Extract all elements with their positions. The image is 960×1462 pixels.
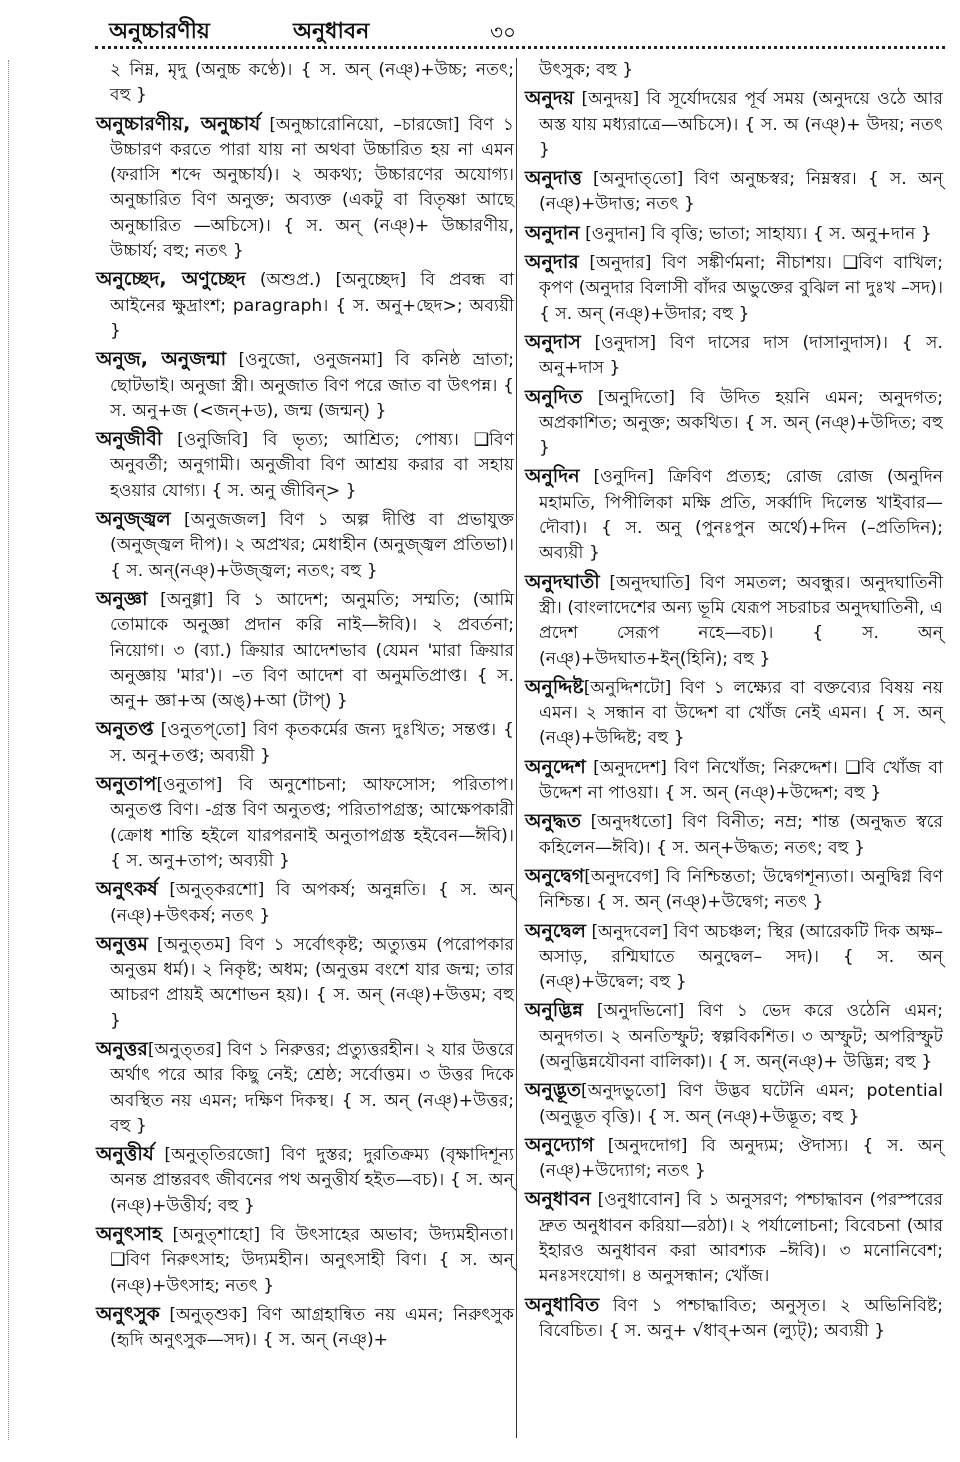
dictionary-entry	[525, 221, 943, 247]
header-rule	[95, 46, 945, 49]
entry-definition: বিণ ১ পশ্চাদ্ধাবিত; অনুসৃত। ২ অভিনিবিষ্ট; বিবেচিত। { স. অনু+ √ধাব্+অন (ল্যুট্); অব্যয়ী }	[539, 1295, 943, 1341]
entry-definition: [ওনুধাবোন] বি ১ অনুসরণ; পশ্চাদ্ধাবন (পরস্পরের দ্রুত অনুধাবন করিয়া—রঠা)। ২ পর্যালোচনা; বিবেচনা (আর ইহারও অনুধাবন করা আবশ্যক –ঈবি)। ৩ মনোনিবেশ; মনঃসংযোগ। ৪ অনুসন্ধান; খোঁজ।	[539, 1190, 943, 1287]
dictionary-entry	[96, 1142, 514, 1219]
dictionary-entry	[96, 587, 514, 714]
entry-headword: অনুচ্ছেদ, অণুচ্ছেদ	[96, 268, 246, 291]
dictionary-entry	[525, 1078, 943, 1130]
entry-headword: অনুদ্বেগ	[525, 864, 585, 887]
entry-headword: অনুতপ্ত	[96, 718, 154, 741]
entry-definition: [অনুদদেশ] বিণ নিখোঁজ; নিরুদ্দেশ। ❑বি খোঁজ বা উদ্দেশ না পাওয়া। { স. অন্ (নঞ্)+উদ্দেশ; বহু }	[539, 757, 943, 804]
entry-headword: অনুদিন	[525, 465, 580, 488]
entry-definition: [অনুদভুতো] বিণ উদ্ভব ঘটেনি এমন; potential (অনুদ্ভূত বৃত্তি)। { স. অন্ (নঞ্)+উদ্ভূত; বহু }	[539, 1081, 943, 1127]
entry-headword: অনুদ্দেশ	[525, 755, 586, 778]
dictionary-entry	[96, 932, 514, 1034]
entry-definition: [অনুদার] বিণ সঙ্কীর্ণমনা; নীচাশয়। ❑বিণ বাখিল; কৃপণ (অনুদার বিলাসী বাঁদর অভুক্তের বুঝিল না দুঃখ –সদ)। { স. অন্ (নঞ্)+উদার; বহু }	[539, 253, 943, 324]
entry-headword: অনুদঘাতী	[525, 570, 600, 593]
entry-headword: অনুৎসুক	[96, 1302, 160, 1325]
entry-definition: [ওনুতাপ] বি অনুশোচনা; আফসোস; পরিতাপ। অনুতপ্ত বিণ। -গ্রস্ত বিণ অনুতপ্ত; পরিতাপগ্রস্ত; আক্ষেপকারী (ক্রোধ শান্তি হইলে যারপরনাই অনুতাপগ্রস্ত হইবেন—ঈবি)। { স. অনু+তাপ; অব্যয়ী }	[110, 775, 514, 871]
dictionary-entry	[96, 347, 514, 424]
entry-definition: (অশুপ্র.) [অনুচ্ছেদ] বি প্রবন্ধ বা আইনের ক্ষুদ্রাংশ; paragraph। { স. অনু+ছেদ>; অব্যয়ী }	[110, 270, 515, 341]
dictionary-entry	[96, 1037, 514, 1139]
entry-headword: অনুজীবী	[96, 428, 163, 451]
dictionary-entry	[96, 427, 514, 504]
entry-headword: অনুৎকর্ষ	[96, 878, 158, 901]
entry-definition: ২ নিম্ন, মৃদু (অনুচ্চ কণ্ঠে)। { স. অন্ (নঞ্)+উচ্চ; নতৎ; বহু }	[110, 60, 514, 106]
dictionary-entry	[525, 1133, 943, 1185]
entry-definition: [অনুত্‌শুক] বিণ আগ্রহান্বিত নয় এমন; নিরুৎসুক (হৃদি অনুৎসুক—সদ)। { স. অন্ (নঞ্)+	[110, 1304, 514, 1351]
entry-definition: [ওনুজিবি] বি ভৃত্য; আশ্রিত; পোষ্য। ❑বিণ অনুবর্তী; অনুগামী। অনুজীবা বিণ আশ্রয় করার বা সহায় হওয়ার যোগ্য। { স. অনু জীবিন্> }	[110, 430, 514, 501]
dictionary-entry	[525, 330, 943, 382]
entry-definition: [অনুদ্দিশটো] বিণ ১ লক্ষ্যের বা বক্তব্যের বিষয় নয় এমন। ২ সন্ধান বা উদ্দেশ বা খোঁজ নেই এমন। { স. অন্ (নঞ্)+উদ্দিষ্ট; বহু }	[539, 677, 943, 749]
entry-definition: [অনুত্‌তিরজো] বিণ দুস্তর; দুরতিক্রম্য (বৃক্ষাদিশূন্য অনন্ত প্রান্তরবৎ জীবনের পথ অনুত্তীর্য হইত—বচ)। { স. অন্ (নঞ্)+উত্তীর্য; বহু }	[110, 1145, 514, 1216]
entry-definition: [অনুদবেল] বিণ অচঞ্চল; স্থির (আরেকটি দিক অক্ষ–অসাড়, রশ্মিঘাতে অনুদ্বেল– সদ)। { স. অন্ (নঞ্)+উদ্বেল; বহু }	[539, 921, 943, 993]
entry-headword: অনুৎসাহ	[96, 1223, 162, 1246]
dictionary-entry	[96, 112, 514, 265]
entry-definition: [অনুগ্গা] বি ১ আদেশ; অনুমতি; সম্মতি; (আমি তোমাকে অনুজ্ঞা প্রদান করি নাই—ঈবি)। ২ প্রবর্তনা; নিয়োগ। ৩ (ব্যা.) ক্রিয়ার আদেশভাব (যেমন 'মারা ক্রিয়ার অনুজ্ঞায় 'মার')। –ত বিণ আদেশ বা অনুমতিপ্রাপ্ত। { স. অনু+ জ্ঞা+অ (অঙ্)+আ (টাপ্) }	[110, 589, 514, 712]
entry-definition: [অনুদঘাতি] বিণ সমতল; অবন্ধুর। অনুদঘাতিনী স্ত্রী। (বাংলাদেশের অন্য ভূমি যেরূপ সচরাচর অনুদঘাতিনী, এ প্রদেশ সেরূপ নহে—বচ)। { স. অন্ (নঞ্)+উদঘাত+ইন্(হিনি); বহু }	[539, 572, 943, 669]
dictionary-entry	[96, 877, 514, 929]
entry-headword: অনুদ্ধত	[525, 810, 581, 833]
dictionary-entry	[96, 507, 514, 584]
page-header	[95, 14, 945, 46]
entry-definition: [অনুদধতো] বিণ বিনীত; নম্র; শান্ত (অনুদ্ধত স্বরে কহিলেন—ঈবি)। { স. অন্+উদ্ধত; নতৎ; বহু }	[539, 812, 943, 858]
dictionary-entry	[96, 772, 514, 874]
entry-definition: [অনুদয়] বি সূর্যোদয়ের পূর্ব সময় (অনুদয়ে ওঠে আর অস্ত যায় মধ্যরাত্রে—অচিসে)। { স. অ (নঞ্)+ উদয়; নতৎ }	[539, 89, 943, 160]
entry-headword: অনুদাস	[525, 330, 581, 353]
entry-headword: অনুদান	[525, 221, 580, 244]
dictionary-entry	[96, 1222, 514, 1299]
dictionary-entry	[96, 267, 514, 344]
dictionary-entry	[525, 998, 943, 1075]
entry-headword: অনুচ্চারণীয়, অনুচ্চার্য	[96, 112, 261, 135]
dictionary-entry	[525, 250, 943, 327]
right-column	[525, 58, 943, 1347]
entry-headword: অনুত্তম	[96, 932, 148, 955]
entry-definition: [ওনুজো, ওনুজনমা] বি কনিষ্ঠ ভ্রাতা; ছোটভাই। অনুজা স্ত্রী। অনুজাত বিণ পরে জাত বা উৎপন্ন। { স. অনু+জ (<জন্+ড), জন্ম (জন্মন্) }	[110, 350, 515, 421]
page-number: ৩০	[490, 20, 517, 44]
entry-definition: [অনুচ্চারোনিয়ো, –চারজো] বিণ ১ উচ্চারণ করতে পারা যায় না অথবা উচ্চারিত হয় না এমন (ফরাসি শব্দে অনুচ্চার্য)। ২ অকথ্য; উচ্চারণের অযোগ্য। অনুচ্চারিত বিণ অনুক্ত; অব্যক্ত (একটু বা বিতৃষ্ণা আছে অনুচ্চারিত —অচিসে)। { স. অন্ (নঞ্)+ উচ্চারণীয়, উচ্চার্য; বহু; নতৎ }	[110, 114, 514, 262]
entry-definition: [অনুদাত্‌তো] বিণ অনুচ্চস্বর; নিম্নস্বর। { স. অন্ (নঞ্)+উদাত্ত; নতৎ }	[539, 169, 943, 215]
dictionary-entry	[525, 919, 943, 996]
entry-headword: অনুজ্ঞা	[96, 587, 148, 610]
dictionary-entry	[525, 1293, 943, 1345]
entry-definition: [ওনুদান] বি বৃত্তি; ভাতা; সাহায্য। { স. অনু+দান }	[579, 223, 932, 244]
entry-headword: অনুদ্যোগ	[525, 1133, 594, 1156]
left-guide-word: অনুচ্চারণীয়	[109, 19, 210, 44]
dictionary-entry	[525, 570, 943, 672]
entry-definition: [অনুদিতো] বি উদিত হয়নি এমন; অনুদগত; অপ্রকাশিত; অনুক্ত; অকথিত। { স. অন্ (নঞ্)+উদিত; বহু }	[539, 387, 943, 459]
entry-definition: [অনুত্‌তর] বিণ ১ নিরুত্তর; প্রত্যুত্তরহীন। ২ যার উত্তরে অর্থাৎ পরে আর কিছু নেই; শ্রেষ্ঠ; সর্বোত্তম। ৩ উত্তর দিকে অবস্থিত নয় এমন; দক্ষিণ দিকস্থ। { স. অন্ (নঞ্)+উত্তর; বহু }	[110, 1039, 514, 1136]
entry-definition: [অনুজজল] বিণ ১ অল্প দীপ্তি বা প্রভাযুক্ত (অনুজ্জ্বল দীপ)। ২ অপ্রখর; মেধাহীন (অনুজ্জ্বল প্রতিভা)। { স. অন্(নঞ্)+উজ্জ্বল; নতৎ; বহু }	[110, 510, 514, 581]
entry-definition: [অনুদদোগ] বি অনুদ্যম; ঔদাস্য। { স. অন্ (নঞ্)+উদ্যোগ; নতৎ }	[539, 1135, 943, 1182]
dictionary-entry	[525, 166, 943, 218]
dictionary-entry	[525, 809, 943, 861]
entry-definition: উৎসুক; বহু }	[539, 60, 634, 80]
entry-headword: অনুদ্বেল	[525, 919, 586, 942]
dictionary-entry	[525, 1187, 943, 1289]
entry-headword: অনুত্তীর্য	[96, 1143, 154, 1166]
entry-definition: [ওনুদাস] বিণ দাসের দাস (দাসানুদাস)। { স. অনু+দাস }	[539, 332, 943, 379]
entry-headword: অনুদিত	[525, 385, 583, 408]
entry-headword: অনুদার	[525, 251, 579, 274]
left-column	[96, 58, 514, 1357]
dictionary-entry	[96, 58, 514, 109]
entry-headword: অনুধাবিত	[525, 1293, 600, 1316]
dictionary-entry	[525, 86, 943, 163]
entry-definition: [অনুত্‌করশো] বি অপকর্ষ; অনুন্নতি। { স. অন্ (নঞ্)+উৎকর্ষ; নতৎ }	[110, 880, 514, 926]
entry-headword: অনুদয়	[525, 87, 574, 110]
entry-definition: [অনুত্‌শাহো] বি উৎসাহের অভাব; উদ্যমহীনতা। ❑বিণ নিরুৎসাহ; উদ্যমহীন। অনুৎসাহী বিণ। { স. অন্ (নঞ্)+উৎসাহ; নতৎ }	[110, 1225, 514, 1296]
dictionary-entry	[525, 58, 943, 83]
entry-definition: [ওনুদিন] ক্রিবিণ প্রত্যহ; রোজ রোজ (অনুদিন মহামতি, পিপীলিকা মক্ষি প্রতি, সর্ব্বাদি দিলেন্ত খাইবার—দৌবা)। { স. অনু (পুনঃপুন অর্থে)+দিন (–প্রতিদিন); অব্যয়ী }	[539, 467, 943, 564]
right-guide-word: অনুধাবন	[293, 19, 370, 44]
page-edge	[8, 60, 9, 1440]
entry-headword: অনুতাপ	[96, 773, 157, 796]
entry-headword: অনুজ্জ্বল	[96, 508, 171, 531]
entry-headword: অনুধাবন	[525, 1188, 591, 1211]
dictionary-entry	[525, 385, 943, 462]
entry-headword: অনুদ্দিষ্ট	[525, 675, 584, 698]
entry-definition: [অনুদভিনো] বিণ ১ ভেদ করে ওঠেনি এমন; অনুদগত। ২ অনতিস্ফুট; স্বল্পবিকশিত। ৩ অস্ফুট; অপরিস্ফুট (অনুদ্ভিন্নযৌবনা বালিকা)। { স. অন্(নঞ্)+ উদ্ভিন্ন; বহু }	[539, 1001, 943, 1072]
entry-headword: অনুদ্ভূত	[525, 1079, 582, 1102]
dictionary-entry	[525, 864, 943, 916]
dictionary-entry	[525, 675, 943, 752]
dictionary-entry	[525, 755, 943, 807]
dictionary-entry	[96, 717, 514, 769]
dictionary-entry	[525, 464, 943, 566]
entry-definition: [অনুদবেগ] বি নিশ্চিন্ততা; উদ্বেগশূন্যতা। অনুদ্বিগ্ন বিণ নিশ্চিন্ত। { স. অন্ (নঞ্)+উদ্বেগ; নতৎ }	[539, 866, 943, 913]
entry-headword: অনুদ্ভিন্ন	[525, 999, 584, 1022]
dictionary-entry	[96, 1302, 514, 1354]
entry-definition: [অনুত্‌তম] বিণ ১ সর্বোৎকৃষ্ট; অত্যুত্তম (পরোপকার অনুত্তম ধর্ম)। ২ নিকৃষ্ট; অধম; (অনুত্তম বংশে যার জন্ম; তার আচরণ প্রায়ই অশোভন হয়)। { স. অন্ (নঞ্)+উত্তম; বহু }	[110, 934, 514, 1031]
entry-definition: [ওনুতপ্‌তো] বিণ কৃতকর্মের জন্য দুঃখিত; সন্তপ্ত। { স. অনু+তপ্ত; অব্যয়ী }	[110, 720, 514, 766]
column-divider	[516, 58, 517, 1438]
entry-headword: অনুদাত্ত	[525, 167, 582, 190]
entry-headword: অনুজ, অনুজন্মা	[96, 348, 227, 371]
entry-headword: অনুত্তর	[96, 1037, 148, 1060]
